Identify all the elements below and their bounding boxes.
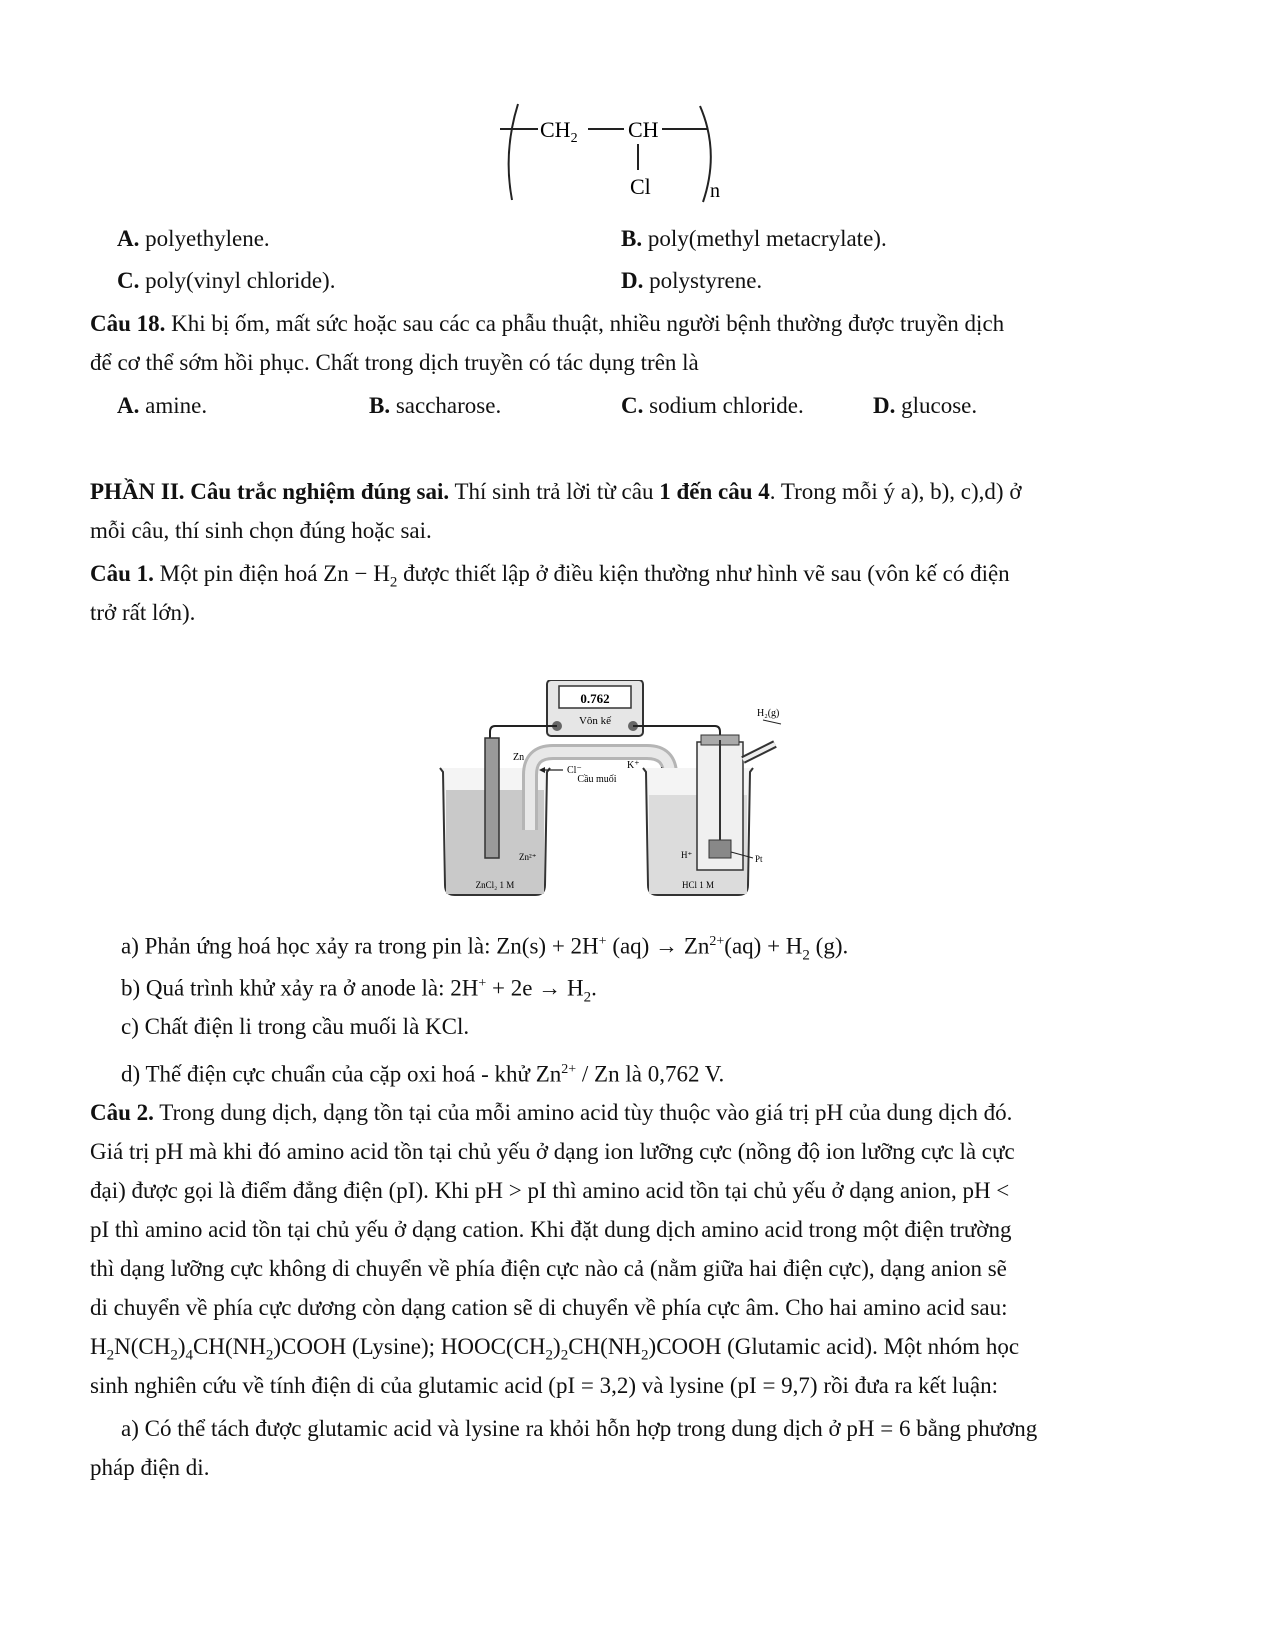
q17-option-d: D. polystyrene. [621, 268, 763, 293]
hydrogen-inlet-inner [743, 744, 775, 760]
q18-option-a: A. amine. [117, 393, 208, 418]
q2-stem-line2: Giá trị pH mà khi đó amino acid tồn tại chủ yếu ở dạng ion lưỡng cực (nồng độ ion lưỡng cực là cực [90, 1139, 1015, 1164]
ch-group: CH [628, 117, 659, 142]
left-solution-label: ZnCl₂ 1 M [475, 880, 515, 890]
zinc-electrode [485, 738, 499, 858]
part2-heading: PHẦN II. Câu trắc nghiệm đúng sai. Thí sinh trả lời từ câu 1 đến câu 4. Trong mỗi ý a), b), c),d) ở [90, 479, 1022, 504]
q1-statement-a: a) Phản ứng hoá học xảy ra trong pin là: Zn(s) + 2H+ $(aq) \to Zn^{2+}(aq) + H_2$ (g). [121, 933, 849, 964]
q18-option-d: D. glucose. [873, 393, 978, 418]
chlorine-substituent: Cl [630, 174, 651, 199]
q1-statement-c: c) Chất điện li trong cầu muối là KCl. [121, 1014, 470, 1039]
q2-stem-line3: đại) được gọi là điểm đẳng điện (pI). Khi pH > pI thì amino acid tồn tại chủ yếu ở dạng anion, pH < [90, 1178, 1010, 1203]
left-bracket [509, 104, 518, 200]
q2-stem-line1: Câu 2. Trong dung dịch, dạng tồn tại của mỗi amino acid tùy thuộc vào giá trị pH của dung dịch đó. [90, 1100, 1013, 1125]
voltmeter-reading: 0.762 [580, 691, 610, 706]
q1-stem-line2: trở rất lớn). [90, 600, 196, 625]
repeat-index: n [710, 180, 720, 202]
q2-stem-line5: thì dạng lưỡng cực không di chuyển về phía điện cực nào cả (nằm giữa hai điện cực), dạng anion sẽ [90, 1256, 1007, 1281]
hydrogen-label: H₂(g) [757, 708, 780, 719]
q1-statement-d: d) Thế điện cực chuẩn của cặp oxi hoá - khử $Zn^{2+}$ / Zn là 0,762 V. [121, 1061, 725, 1087]
hydrogen-pointer [763, 720, 781, 724]
polymer-structure [500, 92, 760, 217]
platinum-plate [709, 840, 731, 858]
q2-stem-line7: $H_2N(CH_2)_4CH(NH_2)COOH$ (Lysine); $HOOC(CH_2)_2CH(NH_2)COOH$ (Glutamic acid). Một nhóm học [90, 1334, 1020, 1364]
salt-bridge-label: Cầu muối [577, 774, 617, 785]
q17-option-b: B. poly(methyl metacrylate). [621, 226, 887, 251]
q2-statement-a-line2: pháp điện di. [90, 1455, 210, 1480]
zinc-label: Zn [513, 752, 525, 763]
q17-option-c: C. poly(vinyl chloride). [117, 268, 336, 293]
proton-label: H⁺ [681, 850, 693, 860]
part2-instruction-line2: mỗi câu, thí sinh chọn đúng hoặc sai. [90, 518, 432, 543]
ch2-group: $CH_2$ [540, 117, 578, 146]
q1-statement-b: b) Quá trình khử xảy ra ở anode là: $2H^+ + 2e \to H_2$. [121, 975, 597, 1006]
voltmeter-label: Vôn kế [578, 715, 612, 727]
q18-stem-line2: để cơ thể sớm hồi phục. Chất trong dịch truyền có tác dụng trên là [90, 350, 699, 375]
q18-option-c: C. sodium chloride. [621, 393, 804, 418]
q2-statement-a-line1: a) Có thể tách được glutamic acid và lysine ra khỏi hỗn hợp trong dung dịch ở pH = 6 bằng phương [121, 1416, 1038, 1441]
q2-stem-line8: sinh nghiên cứu về tính điện di của glutamic acid (pI = 3,2) và lysine (pI = 9,7) rồi đưa ra kết luận: [90, 1373, 999, 1398]
q2-stem-line6: di chuyển về phía cực dương còn dạng cation sẽ di chuyển về phía cực âm. Cho hai amino acid sau: [90, 1295, 1008, 1320]
q18-option-b: B. saccharose. [369, 393, 502, 418]
platinum-label: Pt [755, 854, 763, 864]
q17-option-a: A. polyethylene. [117, 226, 270, 251]
chloride-label: Cl⁻ [567, 765, 582, 776]
q2-stem-line4: pI thì amino acid tồn tại chủ yếu ở dạng cation. Khi đặt dung dịch amino acid trong một điện trường [90, 1217, 1012, 1242]
zinc-ion-label: Zn²⁺ [519, 852, 537, 862]
q18-stem-line1: Câu 18. Khi bị ốm, mất sức hoặc sau các ca phẫu thuật, nhiều người bệnh thường được truyền dịch [90, 311, 1005, 336]
cation-label: K⁺ [627, 760, 640, 771]
right-solution-label: HCl 1 M [681, 880, 715, 890]
galvanic-cell-figure [435, 680, 835, 942]
q1-stem-line1: Câu 1. Một pin điện hoá $Zn - H_2$ được thiết lập ở điều kiện thường như hình vẽ sau (vôn kế có điện [90, 561, 1010, 591]
